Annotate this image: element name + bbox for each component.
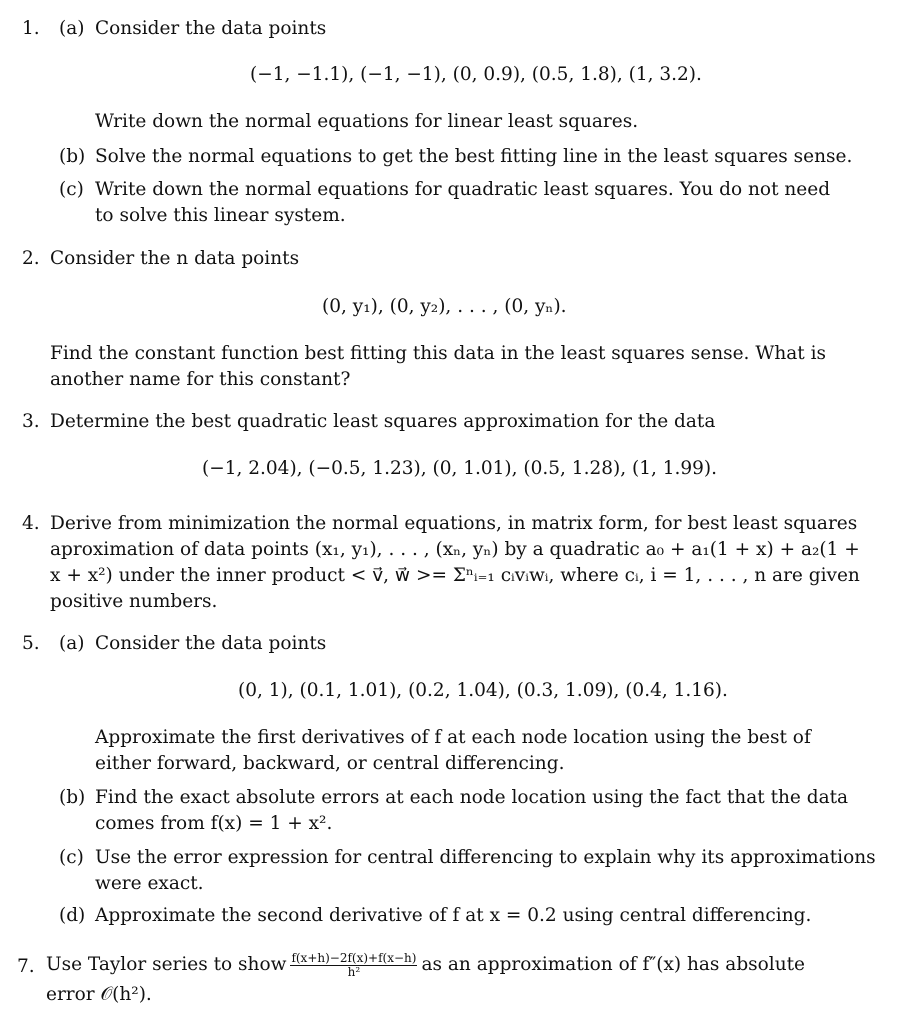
problem-text: Use the error expression for central differencing to explain why its approximations <box>95 847 876 868</box>
problem-text: error 𝒪(h²). <box>46 984 152 1005</box>
data-points: (−1, −1.1), (−1, −1), (0, 0.9), (0.5, 1.8), (1, 3.2). <box>250 64 702 85</box>
problem-text: another name for this constant? <box>50 369 351 390</box>
data-points: (0, 1), (0.1, 1.01), (0.2, 1.04), (0.3, 1.09), (0.4, 1.16). <box>238 680 728 701</box>
problem-number: 5. <box>22 633 40 654</box>
problem-number: 3. <box>22 411 40 432</box>
problem-text: Solve the normal equations to get the best fitting line in the least squares sense. <box>95 146 853 167</box>
problem-text: to solve this linear system. <box>95 205 346 226</box>
part-label: (a) <box>59 633 85 654</box>
part-label: (c) <box>59 179 84 200</box>
problem-text: Find the constant function best fitting this data in the least squares sense. What is <box>50 343 826 364</box>
problem-text: Consider the data points <box>95 633 327 654</box>
part-label: (a) <box>59 18 85 39</box>
problem-number: 7. <box>17 956 35 977</box>
problem-text: Determine the best quadratic least squares approximation for the data <box>50 411 716 432</box>
problem-text: Derive from minimization the normal equations, in matrix form, for best least squares <box>50 513 858 534</box>
problem-text: Find the exact absolute errors at each node location using the fact that the data <box>95 787 849 808</box>
text-after-fraction: as an approximation of f″(x) has absolute <box>421 954 806 975</box>
problem-text: x + x²) under the inner product < v⃗, w⃗ >= Σⁿᵢ₌₁ cᵢvᵢwᵢ, where cᵢ, i = 1, . . . , n are given <box>50 565 860 586</box>
problem-text: Write down the normal equations for linear least squares. <box>95 111 639 132</box>
part-label: (d) <box>59 905 86 926</box>
problem-text: Approximate the second derivative of f at x = 0.2 using central differencing. <box>95 905 812 926</box>
problem-text: Write down the normal equations for quadratic least squares. You do not need <box>95 179 831 200</box>
part-label: (c) <box>59 847 84 868</box>
problem-text <box>46 948 805 982</box>
part-label: (b) <box>59 146 86 167</box>
data-points: (0, y₁), (0, y₂), . . . , (0, yₙ). <box>322 296 567 317</box>
problem-text: either forward, backward, or central differencing. <box>95 753 565 774</box>
problem-number: 1. <box>22 18 40 39</box>
problem-number: 4. <box>22 513 40 534</box>
difference-quotient-fraction <box>290 952 417 979</box>
part-label: (b) <box>59 787 86 808</box>
data-points: (−1, 2.04), (−0.5, 1.23), (0, 1.01), (0.5, 1.28), (1, 1.99). <box>202 458 718 479</box>
problem-text: comes from f(x) = 1 + x². <box>95 813 333 834</box>
problem-text: were exact. <box>95 873 204 894</box>
text-before-fraction: Use Taylor series to show <box>46 954 287 975</box>
problem-text: Consider the n data points <box>50 248 300 269</box>
problem-number: 2. <box>22 248 40 269</box>
problem-text: Consider the data points <box>95 18 327 39</box>
problem-text: aproximation of data points (x₁, y₁), . . . , (xₙ, yₙ) by a quadratic a₀ + a₁(1 + x) + a₂(1 + <box>50 539 860 560</box>
problem-text: positive numbers. <box>50 591 218 612</box>
fraction-numerator: f(x+h)−2f(x)+f(x−h) <box>291 950 417 965</box>
problem-text: Approximate the first derivatives of f at each node location using the best of <box>95 727 811 748</box>
fraction-denominator: h² <box>347 964 361 979</box>
